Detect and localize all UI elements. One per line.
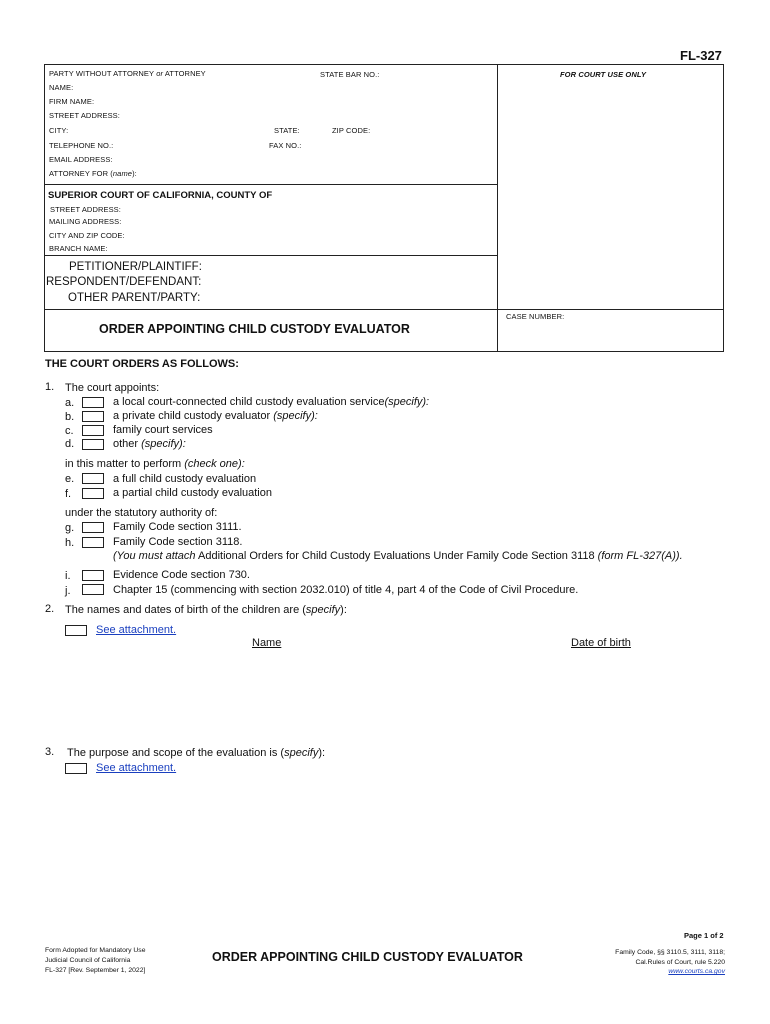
court-city-zip-label[interactable]: CITY AND ZIP CODE: [49,231,125,240]
statutory-label: under the statutory authority of: [65,507,218,519]
item2-text: The names and dates of birth of the children are (specify): [65,604,347,616]
checkbox-see-attachment-3[interactable] [65,763,87,774]
fax-label[interactable]: FAX NO.: [269,141,302,150]
option-b-label: a private child custody evaluator (specify): [113,410,318,422]
firm-name-label[interactable]: FIRM NAME: [49,97,95,106]
form-number: FL-327 [680,48,722,63]
option-letter: c. [65,425,74,437]
column-name-header: Name [252,637,282,649]
checkbox-d[interactable] [82,439,104,450]
divider [44,255,497,256]
street-address-label[interactable]: STREET ADDRESS: [49,111,120,120]
option-letter: g. [65,522,75,534]
divider [44,309,724,310]
city-label[interactable]: CITY: [49,126,69,135]
option-letter: h. [65,537,75,549]
party-label: PARTY WITHOUT ATTORNEY or ATTORNEY [49,69,206,78]
item-number: 1. [45,381,55,393]
item3-text: The purpose and scope of the evaluation is (specify): [67,747,326,759]
order-title: ORDER APPOINTING CHILD CUSTODY EVALUATOR [99,322,410,336]
checkbox-b[interactable] [82,411,104,422]
other-parent-label[interactable]: OTHER PARENT/PARTY: [68,292,201,304]
option-letter: a. [65,397,75,409]
item-number: 3. [45,746,55,758]
court-street-label[interactable]: STREET ADDRESS: [50,205,121,214]
checkbox-a[interactable] [82,397,104,408]
option-letter: j. [65,585,71,597]
option-i-label: Evidence Code section 730. [113,569,250,581]
courts-website-link[interactable]: www.courts.ca.gov [668,968,725,975]
footer-title: ORDER APPOINTING CHILD CUSTODY EVALUATOR [212,950,523,964]
checkbox-c[interactable] [82,425,104,436]
page-number: Page 1 of 2 [684,931,724,940]
item-number: 2. [45,603,55,615]
checkbox-j[interactable] [82,584,104,595]
footer-right: Family Code, §§ 3110.5, 3111, 3118; Cal.Rules of Court, rule 5.220 www.courts.ca.gov [545,948,725,977]
column-dob-header: Date of birth [571,637,631,649]
option-j-label: Chapter 15 (commencing with section 2032.010) of title 4, part 4 of the Code of Civil Procedure. [113,584,579,596]
zip-label[interactable]: ZIP CODE: [332,126,371,135]
option-f-label: a partial child custody evaluation [113,487,272,499]
option-letter: e. [65,473,75,485]
option-e-label: a full child custody evaluation [113,473,257,485]
divider [44,184,497,185]
attorney-for-label[interactable]: ATTORNEY FOR (name): [49,169,137,178]
item1-intro: The court appoints: [65,382,160,394]
option-g-label: Family Code section 3111. [113,521,242,533]
option-d-label: other (specify): [113,438,186,450]
option-a-label: a local court-connected child custody evaluation service(specify): [113,396,430,408]
checkbox-e[interactable] [82,473,104,484]
orders-heading: THE COURT ORDERS AS FOLLOWS: [45,358,239,370]
checkbox-g[interactable] [82,522,104,533]
case-number-label[interactable]: CASE NUMBER: [506,312,565,321]
name-label[interactable]: NAME: [49,83,74,92]
state-label[interactable]: STATE: [274,126,300,135]
option-letter: b. [65,411,75,423]
state-bar-label: STATE BAR NO.: [320,70,380,79]
see-attachment-link-2[interactable]: See attachment. [96,624,177,636]
court-use-label: FOR COURT USE ONLY [560,70,647,79]
checkbox-f[interactable] [82,488,104,499]
perform-label: in this matter to perform (check one): [65,458,245,470]
footer-left: Form Adopted for Mandatory Use Judicial Council of California FL-327 [Rev. September 1, 2022] [45,947,146,974]
option-c-label: family court services [113,424,213,436]
court-branch-label[interactable]: BRANCH NAME: [49,244,108,253]
email-label[interactable]: EMAIL ADDRESS: [49,155,113,164]
option-h-note: (You must attach Additional Orders for Child Custody Evaluations Under Family Code Section 3118 (form FL-327(A)). [113,550,683,562]
option-h-label: Family Code section 3118. [113,536,243,548]
option-letter: f. [65,488,72,500]
respondent-label[interactable]: RESPONDENT/DEFENDANT: [46,276,202,288]
checkbox-h[interactable] [82,537,104,548]
option-letter: i. [65,570,71,582]
see-attachment-link-3[interactable]: See attachment. [96,762,177,774]
checkbox-i[interactable] [82,570,104,581]
court-title: SUPERIOR COURT OF CALIFORNIA, COUNTY OF [48,190,273,201]
telephone-label[interactable]: TELEPHONE NO.: [49,141,114,150]
option-letter: d. [65,438,75,450]
petitioner-label[interactable]: PETITIONER/PLAINTIFF: [69,261,202,273]
court-mailing-label[interactable]: MAILING ADDRESS: [49,217,122,226]
checkbox-see-attachment-2[interactable] [65,625,87,636]
